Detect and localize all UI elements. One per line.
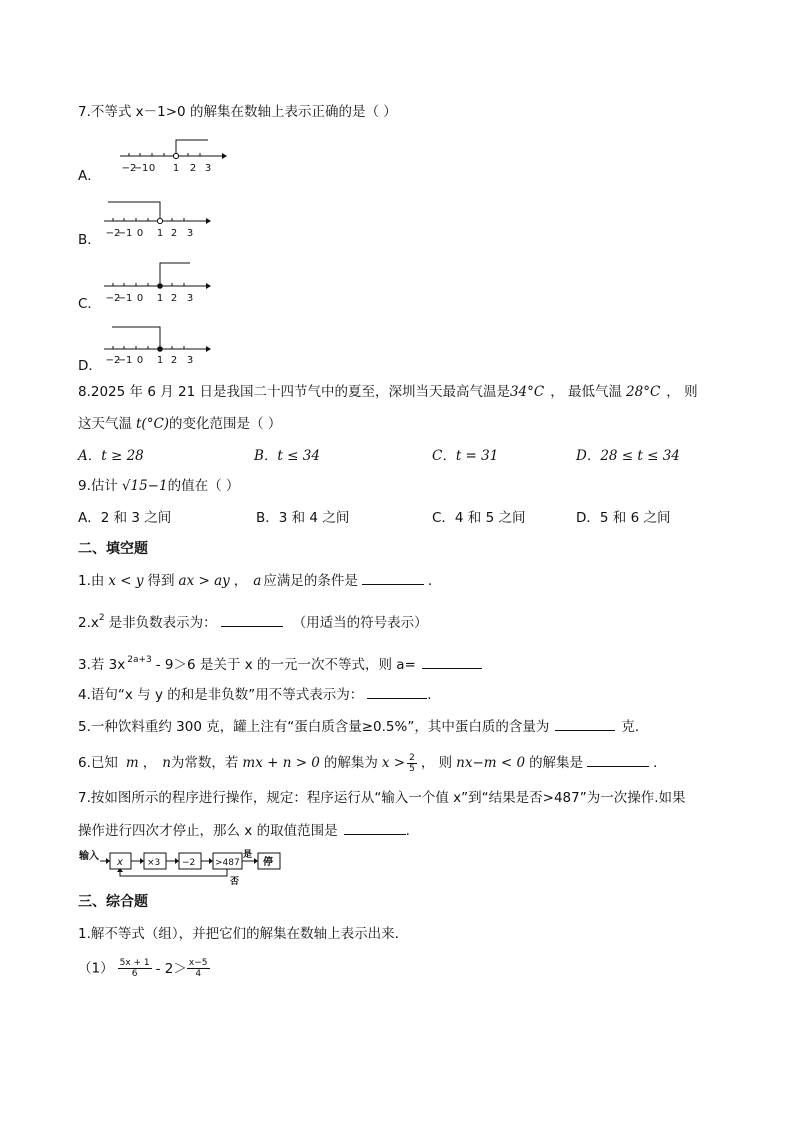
- q9-option-d[interactable]: D．5 和 6 之间: [576, 510, 671, 526]
- tick-label: 2: [170, 228, 178, 239]
- q8-option-d[interactable]: D．28 ≤ t ≤ 34: [576, 448, 680, 464]
- tick-label: 1: [172, 163, 180, 174]
- tick-label: 1: [156, 228, 164, 239]
- tick-label: 3: [186, 293, 194, 304]
- tick-label: −2: [121, 163, 137, 174]
- tick-label: 3: [186, 228, 194, 239]
- fill-question-5: 5.一种饮料重约 300 克，罐上注有“蛋白质含量≥0.5%”，其中蛋白质的含量为 克．: [78, 716, 648, 737]
- flow-minus2: −2: [182, 858, 196, 868]
- q7-number-line-a[interactable]: [116, 134, 228, 178]
- q7-number-line-d[interactable]: [100, 322, 212, 368]
- q8-stem-line2: 这天气温 t(°C)的变化范围是（ ）: [78, 416, 282, 432]
- tick-label: −2: [105, 293, 121, 304]
- tick-label: −1: [133, 163, 149, 174]
- fill-question-3: 3.若 3x $^{2a+3}$ - 9＞6 是关于 x 的一元一次不等式，则 a=: [78, 650, 482, 675]
- answer-blank[interactable]: [422, 654, 482, 669]
- flow-times3: ×3: [147, 858, 161, 868]
- tick-label: 0: [136, 228, 144, 239]
- q9-option-a[interactable]: A．2 和 3 之间: [78, 510, 172, 526]
- answer-blank[interactable]: [221, 612, 283, 627]
- tick-label: 3: [186, 355, 194, 366]
- flow-x: x: [117, 857, 123, 868]
- fill-question-7-line2: 操作进行四次才停止，那么 x 的取值范围是 .: [78, 820, 410, 841]
- tick-label: 3: [204, 163, 212, 174]
- answer-blank[interactable]: [367, 684, 427, 699]
- flow-no: 否: [230, 877, 240, 886]
- tick-label: −1: [117, 293, 133, 304]
- answer-blank[interactable]: [555, 716, 615, 731]
- q8-stem-line1: 8.2025 年 6 月 21 日是我国二十四节气中的夏至，深圳当天最高气温是34°C ， 最低气温 28°C ， 则: [78, 384, 698, 400]
- comp-question-1-part-1: （1） $\frac{5x + 1}{6}$ - 2＞ $\frac{x-5}{4}$: [78, 958, 208, 979]
- comp-question-1: 1.解不等式（组），并把它们的解集在数轴上表示出来．: [78, 926, 409, 942]
- program-flowchart: [78, 846, 288, 886]
- tick-label: 2: [170, 293, 178, 304]
- tick-label: −1: [117, 228, 133, 239]
- q7-number-line-b[interactable]: [100, 197, 212, 243]
- flow-compare: >487: [215, 858, 240, 868]
- q7-number-line-c[interactable]: [100, 260, 212, 306]
- tick-label: 1: [156, 293, 164, 304]
- section-comprehensive-heading: 三、综合题: [78, 894, 148, 910]
- answer-blank[interactable]: [587, 752, 649, 767]
- tick-label: −2: [105, 355, 121, 366]
- tick-label: −2: [105, 228, 121, 239]
- tick-label: −1: [117, 355, 133, 366]
- fill-question-6: 6.已知 m ， n为常数，若 mx + n > 0 的解集为 x > $\frac{2}{5}$ ， 则 nx−m < 0 的解集是 ．: [78, 752, 667, 774]
- q9-stem: 9.估计 √15−1的值在（ ）: [78, 478, 240, 494]
- q9-option-c[interactable]: C．4 和 5 之间: [432, 510, 526, 526]
- q8-option-a[interactable]: A．t ≥ 28: [78, 448, 144, 464]
- q7-option-d-label: D．: [78, 358, 102, 374]
- q7-option-a-label: A．: [78, 168, 101, 184]
- fill-question-1: 1.由 x < y 得到 ax > ay ， a 应满足的条件是 ．: [78, 570, 441, 591]
- section-fill-in-heading: 二、填空题: [78, 541, 148, 557]
- flow-stop: 停: [263, 857, 273, 868]
- fill-question-4: 4.语句“x 与 y 的和是非负数”用不等式表示为： .: [78, 684, 432, 705]
- q9-option-b[interactable]: B．3 和 4 之间: [256, 510, 350, 526]
- fill-question-2: $2.x^2$ 是非负数表示为： （用适当的符号表示）: [78, 613, 428, 631]
- q8-option-c[interactable]: C．t = 31: [432, 448, 499, 464]
- tick-label: 1: [156, 355, 164, 366]
- answer-blank[interactable]: [362, 570, 424, 585]
- q7-stem: 7.不等式 x－1>0 的解集在数轴上表示正确的是（ ）: [78, 104, 397, 120]
- tick-label: 0: [136, 293, 144, 304]
- q8-option-b[interactable]: B．t ≤ 34: [254, 448, 320, 464]
- flow-input-label: 输入: [79, 851, 99, 862]
- answer-blank[interactable]: [344, 820, 406, 835]
- flow-yes: 是: [243, 850, 253, 860]
- tick-label: 2: [170, 355, 178, 366]
- q7-option-b-label: B．: [78, 232, 101, 248]
- tick-label: 0: [148, 163, 156, 174]
- tick-label: 2: [189, 163, 197, 174]
- q7-option-c-label: C．: [78, 296, 101, 312]
- fill-question-7-line1: 7.按如图所示的程序进行操作，规定：程序运行从“输入一个值 x”到“结果是否>487”为一次操作.如果: [78, 790, 686, 806]
- tick-label: 0: [136, 355, 144, 366]
